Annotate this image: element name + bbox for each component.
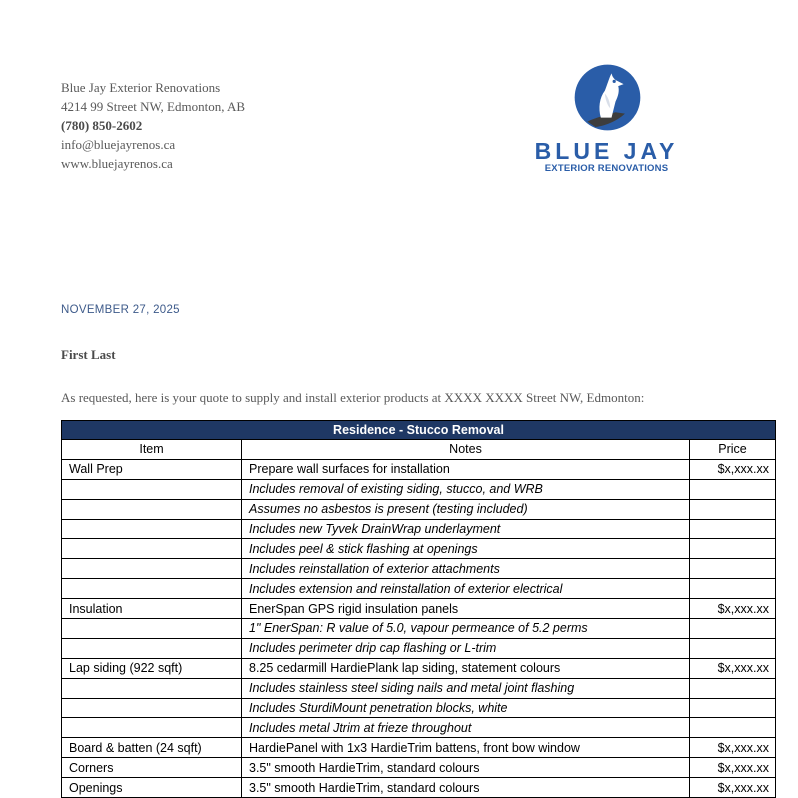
quote-date: NOVEMBER 27, 2025 <box>61 304 180 316</box>
row-price <box>690 698 776 718</box>
table-row <box>62 718 776 738</box>
row-note: Includes extension and reinstallation of exterior electrical <box>242 579 690 599</box>
row-price <box>690 539 776 559</box>
table-row <box>62 658 776 678</box>
row-item <box>62 718 242 738</box>
row-price: $x,xxx.xx <box>690 658 776 678</box>
table-row <box>62 758 776 778</box>
table-row <box>62 559 776 579</box>
logo-tagline: EXTERIOR RENOVATIONS <box>544 163 669 174</box>
table-row <box>62 539 776 559</box>
row-note: Prepare wall surfaces for installation <box>242 459 690 479</box>
row-note: Includes metal Jtrim at frieze throughout <box>242 718 690 738</box>
table-row <box>62 519 776 539</box>
row-price <box>690 559 776 579</box>
table-row <box>62 479 776 499</box>
table-row <box>62 499 776 519</box>
row-item <box>62 619 242 639</box>
row-item <box>62 519 242 539</box>
quote-table-body <box>62 459 776 797</box>
row-item: Board & batten (24 sqft) <box>62 738 242 758</box>
row-price: $x,xxx.xx <box>690 778 776 798</box>
row-price <box>690 638 776 658</box>
quote-table <box>61 420 776 798</box>
row-price: $x,xxx.xx <box>690 459 776 479</box>
row-note: EnerSpan GPS rigid insulation panels <box>242 599 690 619</box>
row-price <box>690 579 776 599</box>
company-logo <box>519 64 694 176</box>
row-price: $x,xxx.xx <box>690 758 776 778</box>
table-row <box>62 738 776 758</box>
row-item: Wall Prep <box>62 459 242 479</box>
table-title: Residence - Stucco Removal <box>62 421 776 440</box>
intro-text: As requested, here is your quote to supply and install exterior products at XXXX XXXX Street NW, Edmonton: <box>61 390 645 405</box>
row-item: Corners <box>62 758 242 778</box>
row-price <box>690 619 776 639</box>
company-info <box>61 78 245 173</box>
row-item <box>62 559 242 579</box>
row-item <box>62 479 242 499</box>
row-item <box>62 579 242 599</box>
company-address: 4214 99 Street NW, Edmonton, AB <box>61 99 246 114</box>
column-header-price: Price <box>690 440 776 460</box>
company-name: Blue Jay Exterior Renovations <box>61 80 221 95</box>
logo-brand-text: BLUE JAY <box>534 138 679 164</box>
row-note: Includes peel & stick flashing at openings <box>242 539 690 559</box>
row-price: $x,xxx.xx <box>690 738 776 758</box>
row-note: Includes SturdiMount penetration blocks, white <box>242 698 690 718</box>
row-item: Openings <box>62 778 242 798</box>
row-note: 3.5" smooth HardieTrim, standard colours <box>242 758 690 778</box>
recipient-name: First Last <box>61 347 116 362</box>
table-row <box>62 698 776 718</box>
row-note: HardiePanel with 1x3 HardieTrim battens, front bow window <box>242 738 690 758</box>
row-note: 3.5" smooth HardieTrim, standard colours <box>242 778 690 798</box>
row-note: Includes new Tyvek DrainWrap underlayment <box>242 519 690 539</box>
column-header-notes: Notes <box>242 440 690 460</box>
row-note: Includes removal of existing siding, stucco, and WRB <box>242 479 690 499</box>
row-item <box>62 678 242 698</box>
company-website: www.bluejayrenos.ca <box>61 156 173 171</box>
table-row <box>62 579 776 599</box>
table-row <box>62 599 776 619</box>
table-row <box>62 778 776 798</box>
row-item: Lap siding (922 sqft) <box>62 658 242 678</box>
bluejay-bird-icon <box>574 64 641 131</box>
table-row <box>62 678 776 698</box>
table-row <box>62 638 776 658</box>
row-item <box>62 499 242 519</box>
company-phone: (780) 850-2602 <box>61 118 143 133</box>
row-item: Insulation <box>62 599 242 619</box>
row-item <box>62 539 242 559</box>
row-price: $x,xxx.xx <box>690 599 776 619</box>
row-note: Assumes no asbestos is present (testing included) <box>242 499 690 519</box>
row-price <box>690 678 776 698</box>
table-row <box>62 459 776 479</box>
row-price <box>690 499 776 519</box>
row-note: Includes reinstallation of exterior attachments <box>242 559 690 579</box>
company-email: info@bluejayrenos.ca <box>61 137 176 152</box>
row-item <box>62 638 242 658</box>
table-row <box>62 619 776 639</box>
row-price <box>690 479 776 499</box>
row-note: 8.25 cedarmill HardiePlank lap siding, statement colours <box>242 658 690 678</box>
row-price <box>690 519 776 539</box>
column-header-item: Item <box>62 440 242 460</box>
row-price <box>690 718 776 738</box>
row-note: Includes perimeter drip cap flashing or L-trim <box>242 638 690 658</box>
row-note: Includes stainless steel siding nails and metal joint flashing <box>242 678 690 698</box>
row-item <box>62 698 242 718</box>
row-note: 1" EnerSpan: R value of 5.0, vapour permeance of 5.2 perms <box>242 619 690 639</box>
